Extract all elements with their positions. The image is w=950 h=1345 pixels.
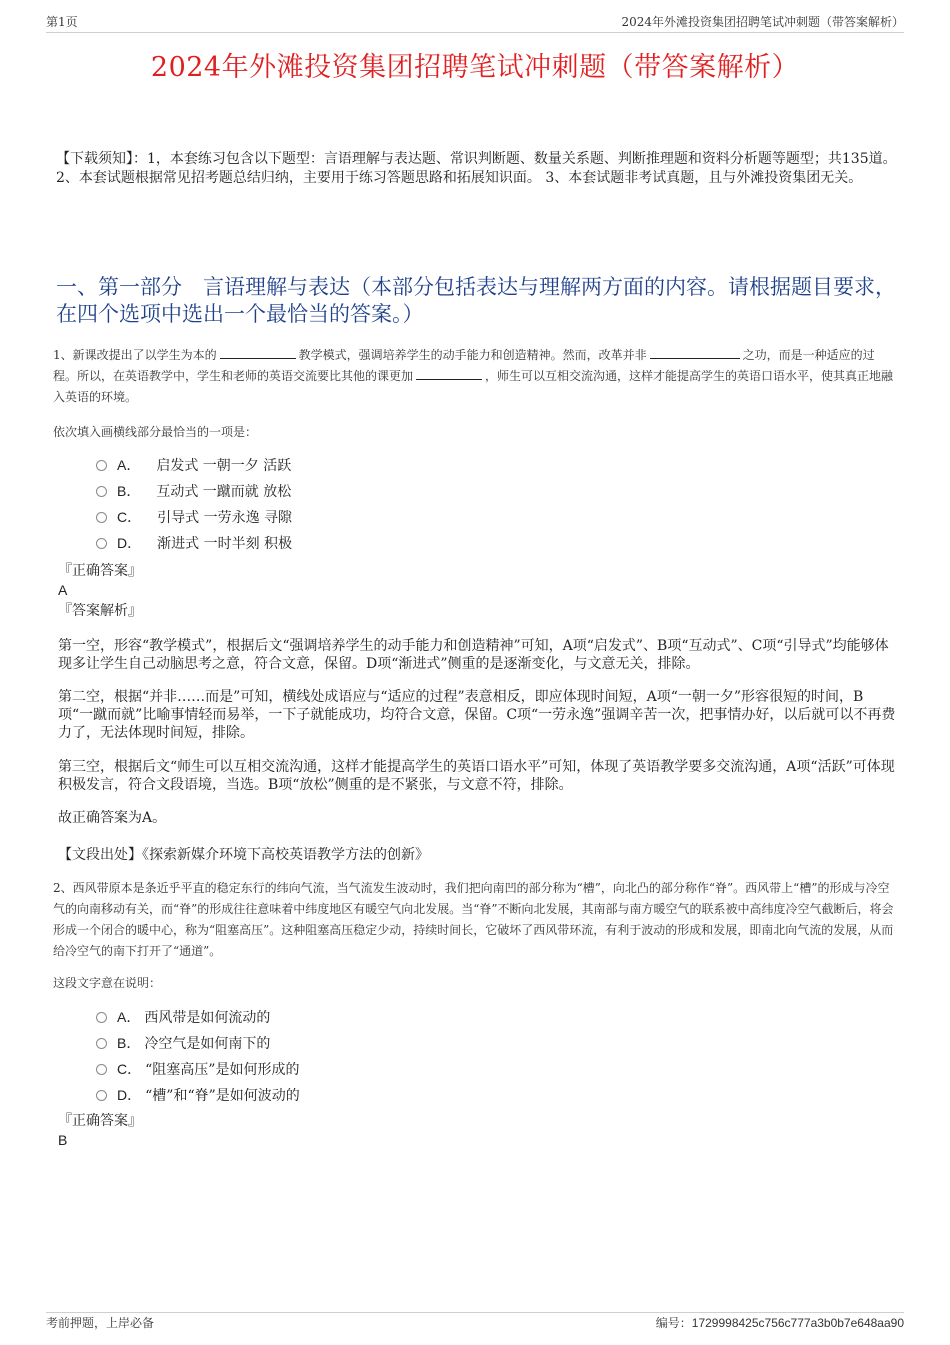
option-d[interactable] <box>96 1082 300 1108</box>
footer-slogan: 考前押题，上岸必备 <box>46 1316 155 1330</box>
doc-id-label: 编号： <box>655 1316 692 1330</box>
radio-icon[interactable] <box>96 460 107 471</box>
answer-value: A <box>58 582 68 598</box>
option-letter: B． <box>117 1035 141 1051</box>
option-text: 引导式 一劳永逸 寻隙 <box>157 510 293 526</box>
doc-id-value: 1729998425c756c777a3b0b7e648aa90 <box>691 1316 904 1330</box>
footer-doc-id <box>656 1314 904 1331</box>
fill-blank-1 <box>220 346 296 359</box>
option-text: “槽”和“脊”是如何波动的 <box>145 1088 300 1104</box>
header-divider <box>46 32 904 33</box>
download-notice: 【下载须知】：1，本套练习包含以下题型：言语理解与表达题、常识判断题、数量关系题、判断推理题和资料分析题等题型；共135道。 2、本套试题根据常见招考题总结归纳，主要用于练习答题思路和拓展知识面。 3、本套试题非考试真题，且与外滩投资集团无关。 <box>56 151 897 186</box>
analysis-paragraph-3: 第三空，根据后文“师生可以互相交流沟通，这样才能提高学生的英语口语水平”可知，体现了英语教学要多交流沟通，A项“活跃”可体现积极发言，符合文段语境，当选。B项“放松”侧重的是不紧张，与文意不符，排除。 <box>58 759 895 793</box>
option-letter: B． <box>117 483 141 499</box>
question-2-stem: 2、西风带原本是条近乎平直的稳定东行的纬向气流，当气流发生波动时，我们把向南凹的部分称为“槽”，向北凸的部分称作“脊”。西风带上“槽”的形成与冷空气的向南移动有关，而“脊”的形成往往意味着中纬度地区有暖空气向北发展。当“脊”不断向北发展，其南部与南方暖空气的联系被中高纬度冷空气截断后，将会形成一个闭合的暖中心，称为“阻塞高压”。这种阻塞高压稳定少动，持续时间长，它破坏了西风带环流，有利于波动的形成和发展，即南北向气流的发展，从而给冷空气的南下打开了“通道”。 <box>53 881 894 958</box>
radio-icon[interactable] <box>96 1064 107 1075</box>
radio-icon[interactable] <box>96 486 107 497</box>
question-1-prompt: 依次填入画横线部分最恰当的一项是： <box>53 425 258 439</box>
q1-stem-part-2: 教学模式，强调培养学生的动手能力和创造精神。然而，改革并非 <box>298 348 647 362</box>
fill-blank-3 <box>416 367 482 380</box>
option-text: 互动式 一蹴而就 放松 <box>156 484 292 500</box>
option-text: 西风带是如何流动的 <box>144 1010 271 1026</box>
option-a[interactable] <box>96 452 292 478</box>
page-number: 第1页 <box>46 15 78 29</box>
page-title: 2024年外滩投资集团招聘笔试冲刺题（带答案解析） <box>150 52 800 83</box>
option-text: 冷空气是如何南下的 <box>144 1036 271 1052</box>
option-text: 启发式 一朝一夕 活跃 <box>156 458 292 474</box>
q1-stem-part-3: 之功，而是一种适应的过程。所以，在英语教学中，学生和老师的英语交流要比其他的课更加 <box>53 348 875 383</box>
analysis-paragraph-2: 第二空，根据“并非……而是”可知，横线处成语应与“适应的过程”表意相反，即应体现时间短，A项“一朝一夕”形容很短的时间，B项“一蹴而就”比喻事情轻而易举，一下子就能成功，均符合文意，保留。C项“一劳永逸”强调辛苦一次，把事情办好，以后就可以不再费力了，无法体现时间短，排除。 <box>58 689 896 741</box>
option-text: 渐进式 一时半刻 积极 <box>157 536 293 552</box>
passage-source: 【文段出处】《探索新媒介环境下高校英语教学方法的创新》 <box>58 847 429 863</box>
radio-icon[interactable] <box>96 1012 107 1023</box>
answer-value: B <box>58 1132 68 1148</box>
option-text: “阻塞高压”是如何形成的 <box>145 1062 300 1078</box>
section-heading: 一、第一部分 言语理解与表达（本部分包括表达与理解两方面的内容。请根据题目要求，在四个选项中选出一个最恰当的答案。） <box>56 275 896 326</box>
question-2-options <box>96 1004 300 1108</box>
option-letter: C． <box>117 509 142 525</box>
fill-blank-2 <box>650 346 740 359</box>
option-letter: C． <box>117 1061 142 1077</box>
question-1-options <box>96 452 292 556</box>
q1-stem-part-4: ，师生可以互相交流沟通，这样才能提高学生的英语口语水平，使其真正地融入英语的环境。 <box>53 369 894 404</box>
option-letter: A． <box>117 1009 141 1025</box>
answer-label: 『正确答案』 <box>58 563 142 579</box>
option-c[interactable] <box>96 1056 300 1082</box>
question-2-prompt: 这段文字意在说明： <box>53 976 162 990</box>
header-doc-title: 2024年外滩投资集团招聘笔试冲刺题（带答案解析） <box>621 15 904 29</box>
analysis-label: 『答案解析』 <box>58 603 142 619</box>
radio-icon[interactable] <box>96 512 107 523</box>
option-a[interactable] <box>96 1004 300 1030</box>
option-letter: A． <box>117 457 141 473</box>
radio-icon[interactable] <box>96 538 107 549</box>
radio-icon[interactable] <box>96 1038 107 1049</box>
option-c[interactable] <box>96 504 292 530</box>
option-b[interactable] <box>96 1030 300 1056</box>
footer-divider <box>46 1312 904 1313</box>
option-letter: D． <box>117 1087 142 1103</box>
option-b[interactable] <box>96 478 292 504</box>
analysis-conclusion: 故正确答案为A。 <box>58 810 167 826</box>
option-d[interactable] <box>96 530 292 556</box>
analysis-paragraph-1: 第一空，形容“教学模式”，根据后文“强调培养学生的动手能力和创造精神”可知，A项“启发式”、B项“互动式”、C项“引导式”均能够体现多让学生自己动脑思考之意，符合文意，保留。D项“渐进式”侧重的是逐渐变化，与文意无关，排除。 <box>58 638 889 672</box>
q1-stem-part-1: 1、新课改提出了以学生为本的 <box>53 348 217 362</box>
radio-icon[interactable] <box>96 1090 107 1101</box>
answer-label: 『正确答案』 <box>58 1113 142 1129</box>
option-letter: D． <box>117 535 142 551</box>
question-1-stem <box>53 345 898 408</box>
